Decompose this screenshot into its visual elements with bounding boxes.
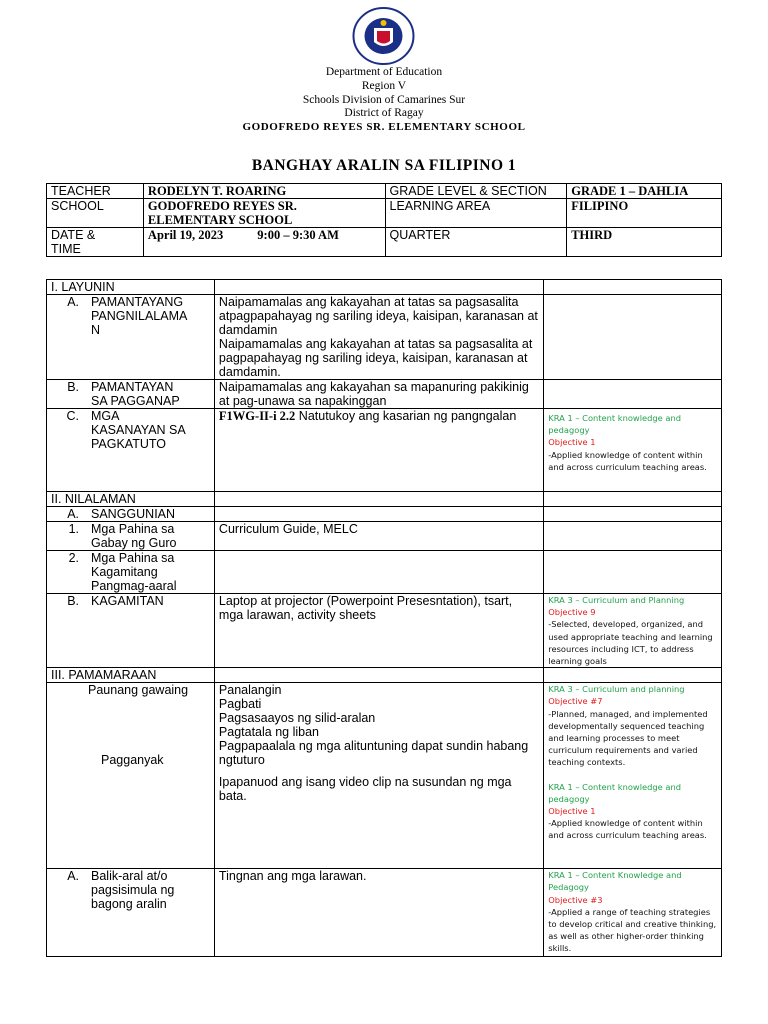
quarter-value: THIRD xyxy=(567,228,722,257)
text-pamantayang-pangnilalaman: Naipamamalas ang kakayahan at tatas sa pagsasalita atpagpapahayag ng sariling ideya, kaisipan, karanasan at damdamin Naipamamalas ang kakayahan at tatas sa pagsasalita at pagpapahayag ng sariling ideya, kaisipan, karanasan at damdamin. xyxy=(214,295,543,380)
label-pagganyak: Pagganyak xyxy=(101,753,164,768)
label-paunang-gawain: Paunang gawaing Pagganyak xyxy=(47,683,215,869)
label-kasanayan: C. MGA KASANAYAN SA PAGKATUTO xyxy=(47,409,215,492)
label-gabay-ng-guro: 1. Mga Pahina sa Gabay ng Guro xyxy=(47,522,215,551)
text-balik-aral: Tingnan ang mga larawan. xyxy=(214,869,543,957)
label-pamantayan-sa-pagganap: B. PAMANTAYAN SA PAGGANAP xyxy=(47,380,215,409)
grade-label: GRADE LEVEL & SECTION xyxy=(385,184,567,199)
label-sanggunian: A. SANGGUNIAN xyxy=(47,507,215,522)
text-pagganyak: Ipapanuod ang isang video clip na susundan ng mga bata. xyxy=(218,775,512,804)
document-title: BANGHAY ARALIN SA FILIPINO 1 xyxy=(251,157,517,174)
kra-note: KRA 3 – Curriculum and planning Objective #7 -Planned, managed, and implemented developmentally sequenced teaching and learning processes to meet curriculum requirements and varied teaching contexts. KRA 1 – Content knowledge and pedagogy Objective 1 -Applied knowledge of content within and across curriculum teaching areas. xyxy=(544,683,722,869)
kra-note: KRA 1 – Content Knowledge and Pedagogy Objective #3 -Applied a range of teaching strategies to develop critical and creative thinking, as well as other higher-order thinking skills. xyxy=(544,869,722,957)
division-line: Schools Division of Camarines Sur xyxy=(302,94,466,106)
competency-code: F1WG-II-i 2.2 xyxy=(218,409,296,423)
time-value: 9:00 – 9:30 AM xyxy=(257,228,339,242)
area-label: LEARNING AREA xyxy=(385,199,567,228)
lesson-plan-table xyxy=(46,279,722,957)
school-value: GODOFREDO REYES SR. ELEMENTARY SCHOOL xyxy=(143,199,385,228)
school-label: SCHOOL xyxy=(47,199,144,228)
area-value: FILIPINO xyxy=(567,199,722,228)
school-name: GODOFREDO REYES SR. ELEMENTARY SCHOOL xyxy=(242,121,526,133)
label-pamantayang-pangnilalaman: A. PAMANTAYANG PANGNILALAMA N xyxy=(47,295,215,380)
label-kagamitang-pangmag-aaral: 2. Mga Pahina sa Kagamitang Pangmag-aaral xyxy=(47,551,215,594)
grade-value: GRADE 1 – DAHLIA xyxy=(567,184,722,199)
text-pamantayan-sa-pagganap: Naipamamalas ang kakayahan sa mapanuring pakikinig at pag-unawa sa napakinggan xyxy=(214,380,543,409)
text-kagamitan: Laptop at projector (Powerpoint Presesntation), tsart, mga larawan, activity sheets xyxy=(214,594,543,668)
date-value: April 19, 2023 9:00 – 9:30 AM xyxy=(143,228,385,257)
text-gabay-ng-guro: Curriculum Guide, MELC xyxy=(214,522,543,551)
deped-seal xyxy=(347,6,420,66)
quarter-label: QUARTER xyxy=(385,228,567,257)
department-line: Department of Education xyxy=(325,66,443,78)
teacher-label: TEACHER xyxy=(47,184,144,199)
text-paunang-gawain: Panalangin Pagbati Pagsasaayos ng silid-aralan Pagtatala ng liban Pagpapaalala ng mga alituntuning dapat sundin habang ngtuturo Ipapanuod ang isang video clip na susundan ng mga bata. xyxy=(214,683,543,869)
kra-note: KRA 3 – Curriculum and Planning Objective 9 -Selected, developed, organized, and used appropriate teaching and learning resources including ICT, to address learning goals xyxy=(544,594,722,668)
text-kasanayan: F1WG-II-i 2.2 Natutukoy ang kasarian ng pangngalan xyxy=(214,409,543,492)
section-nilalaman: II. NILALAMAN xyxy=(47,492,215,507)
kra-note: KRA 1 – Content knowledge and pedagogy Objective 1 -Applied knowledge of content within and across curriculum teaching areas. xyxy=(544,409,722,492)
district-line: District of Ragay xyxy=(344,107,424,119)
region-line: Region V xyxy=(361,80,407,92)
label-balik-aral: A. Balik-aral at/o pagsisimula ng bagong aralin xyxy=(47,869,215,957)
teacher-value: RODELYN T. ROARING xyxy=(143,184,385,199)
section-pamamaraan: III. PAMAMARAAN xyxy=(47,668,215,683)
info-table xyxy=(46,183,722,257)
section-layunin: I. LAYUNIN xyxy=(47,280,215,295)
label-kagamitan: B. KAGAMITAN xyxy=(47,594,215,668)
date-label: DATE & TIME xyxy=(47,228,144,257)
